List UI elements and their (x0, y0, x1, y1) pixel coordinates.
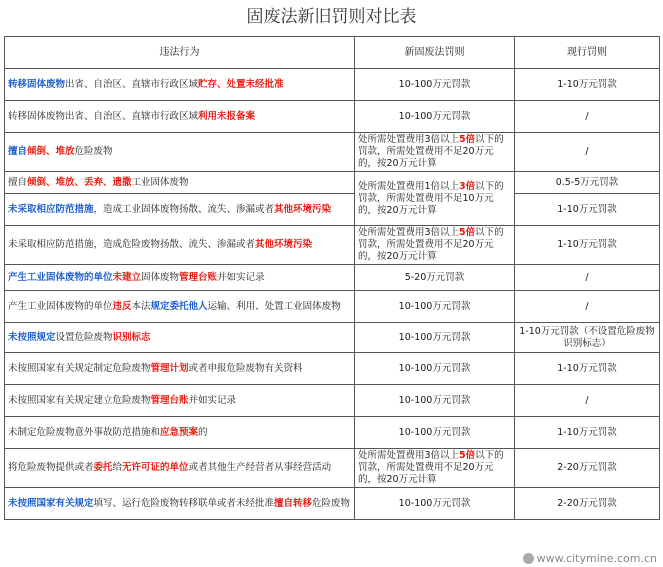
text-segment: 未按照国家有关规定制定危险废物 (8, 362, 151, 374)
new-penalty-cell: 10-100万元罚款 (355, 291, 515, 323)
text-segment: 未建立 (112, 271, 142, 283)
text-segment: 处所需处置费用3倍以上 (358, 134, 460, 145)
text-segment: 倾倒、堆放、丢弃、遗撒 (27, 176, 132, 188)
violation-cell (5, 353, 355, 385)
text-segment: 处所需处置费用1倍以上 (358, 180, 460, 192)
new-penalty-cell: 10-100万元罚款 (355, 323, 515, 353)
violation-cell (5, 226, 355, 265)
header-current-penalty: 现行罚则 (515, 37, 660, 69)
table-row (5, 69, 660, 101)
table-row (5, 226, 660, 265)
table-row (5, 323, 660, 353)
text-segment: 未按照规定 (8, 331, 56, 343)
text-segment: 5倍 (459, 450, 476, 461)
comparison-table (4, 36, 660, 520)
text-segment: 产生工业固体废物的单位 (8, 300, 113, 312)
text-segment: 填写、运行危险废物转移联单或者未经批准 (93, 497, 275, 509)
violation-cell (5, 172, 355, 194)
table-row (5, 291, 660, 323)
table-row (5, 488, 660, 520)
watermark (523, 552, 657, 565)
text-segment: 未采取相应防范措施 (8, 203, 94, 215)
header-violation: 违法行为 (5, 37, 355, 69)
violation-cell (5, 194, 355, 226)
text-segment: 未按照国家有关规定 (8, 497, 94, 509)
table-row (5, 417, 660, 449)
new-penalty-cell: 10-100万元罚款 (355, 353, 515, 385)
text-segment: 倾倒、堆放 (27, 146, 75, 157)
text-segment: 出省、自治区、直辖市行政区域 (65, 78, 199, 90)
page-title: 固废法新旧罚则对比表 (246, 7, 417, 27)
text-segment: 以下的罚款，所需处置费用不足20万元的，按20万元计算 (358, 450, 504, 485)
text-segment: 以下的罚款，所需处置费用不足10万元的，按20万元计算 (358, 180, 504, 216)
text-segment: 将危险废物提供或者 (8, 462, 94, 473)
text-segment: 转移固体废物 (8, 78, 66, 90)
text-segment: 产生工业固体废物的单位 (8, 271, 113, 283)
new-penalty-cell (355, 226, 515, 265)
violation-cell (5, 265, 355, 291)
table-row (5, 194, 660, 226)
text-segment: 处所需处置费用3倍以上 (358, 227, 460, 238)
text-segment: 或者其他生产经营者从事经营活动 (188, 462, 332, 473)
text-segment: 贮存、处置未经批准 (198, 78, 284, 90)
watermark-logo-icon (523, 553, 534, 564)
current-penalty-cell: 2-20万元罚款 (515, 449, 660, 488)
current-penalty-cell: / (515, 265, 660, 291)
violation-cell (5, 101, 355, 133)
text-segment: 未制定危险废物意外事故防范措施和 (8, 426, 161, 438)
table-row (5, 265, 660, 291)
text-segment: 管理计划 (150, 362, 189, 374)
table-row (5, 133, 660, 172)
text-segment: 危险废物 (74, 146, 113, 157)
text-segment: 5倍 (459, 134, 476, 145)
text-segment: 擅自转移 (274, 497, 313, 509)
violation-cell (5, 133, 355, 172)
text-segment: 运输、利用、处置工业固体废物 (207, 300, 341, 312)
text-segment: 规定委托他人 (150, 300, 208, 312)
text-segment: 并如实记录 (188, 394, 237, 406)
violation-cell (5, 323, 355, 353)
text-segment: 或者申报危险废物有关资料 (188, 362, 303, 374)
violation-cell (5, 291, 355, 323)
current-penalty-cell: 1-10万元罚款 (515, 353, 660, 385)
text-segment: 其他环境污染 (274, 203, 332, 215)
current-penalty-cell: 1-10万元罚款 (515, 69, 660, 101)
violation-cell (5, 385, 355, 417)
new-penalty-cell (355, 172, 515, 226)
current-penalty-cell: / (515, 101, 660, 133)
text-segment: 以下的罚款，所需处置费用不足20万元的，按20万元计算 (358, 134, 504, 169)
text-segment: 工业固体废物 (131, 176, 189, 188)
current-penalty-cell: 0.5-5万元罚款 (515, 172, 660, 194)
text-segment: 违反 (112, 300, 132, 312)
new-penalty-cell: 10-100万元罚款 (355, 385, 515, 417)
text-segment: 的 (198, 426, 208, 438)
text-segment: 无许可证的单位 (122, 462, 189, 473)
new-penalty-cell: 5-20万元罚款 (355, 265, 515, 291)
current-penalty-cell: 1-10万元罚款 (515, 226, 660, 265)
current-penalty-cell: 2-20万元罚款 (515, 488, 660, 520)
new-penalty-cell: 10-100万元罚款 (355, 69, 515, 101)
text-segment: 并如实记录 (217, 271, 265, 283)
text-segment: 擅自 (8, 146, 28, 157)
current-penalty-cell: 1-10万元罚款 (515, 194, 660, 226)
table-row (5, 172, 660, 194)
current-penalty-cell: 1-10万元罚款 (515, 417, 660, 449)
table-row (5, 353, 660, 385)
new-penalty-cell: 10-100万元罚款 (355, 488, 515, 520)
text-segment: 3倍 (459, 180, 476, 192)
current-penalty-cell: / (515, 291, 660, 323)
text-segment: 未采取相应防范措施，造成危险废物扬散、流失、渗漏或者 (8, 239, 256, 250)
text-segment: 应急预案 (160, 426, 199, 438)
text-segment: 固体废物 (141, 271, 180, 283)
table-row (5, 385, 660, 417)
new-penalty-cell: 10-100万元罚款 (355, 417, 515, 449)
text-segment: 利用未报备案 (198, 110, 256, 122)
violation-cell (5, 488, 355, 520)
text-segment: 本法 (131, 300, 151, 312)
text-segment: 处所需处置费用3倍以上 (358, 450, 460, 461)
text-segment: ，造成工业固体废物扬散、流失、渗漏或者 (93, 203, 275, 215)
text-segment: 未按照国家有关规定建立危险废物 (8, 394, 151, 406)
violation-cell (5, 449, 355, 488)
current-penalty-cell: / (515, 385, 660, 417)
violation-cell (5, 69, 355, 101)
text-segment: 以下的罚款，所需处置费用不足20万元的，按20万元计算 (358, 227, 504, 262)
violation-cell (5, 417, 355, 449)
text-segment: 给 (112, 462, 123, 473)
text-segment: 擅自 (8, 176, 28, 188)
table-row (5, 101, 660, 133)
text-segment: 管理台账 (179, 271, 218, 283)
text-segment: 危险废物 (312, 497, 351, 509)
header-new-penalty: 新固废法罚则 (355, 37, 515, 69)
new-penalty-cell: 10-100万元罚款 (355, 101, 515, 133)
table-row (5, 449, 660, 488)
text-segment: 其他环境污染 (255, 239, 313, 250)
text-segment: 管理台账 (150, 394, 189, 406)
current-penalty-cell: 1-10万元罚款（不设置危险废物识别标志） (515, 323, 660, 353)
text-segment: 设置危险废物 (55, 331, 113, 343)
text-segment: 转移固体废物出省、自治区、直辖市行政区域 (8, 110, 199, 122)
text-segment: 委托 (93, 462, 113, 473)
text-segment: 识别标志 (112, 331, 151, 343)
new-penalty-cell (355, 133, 515, 172)
watermark-text: www.citymine.com.cn (536, 552, 657, 565)
table-header-row (5, 37, 660, 69)
text-segment: 5倍 (459, 227, 476, 238)
new-penalty-cell (355, 449, 515, 488)
current-penalty-cell: / (515, 133, 660, 172)
